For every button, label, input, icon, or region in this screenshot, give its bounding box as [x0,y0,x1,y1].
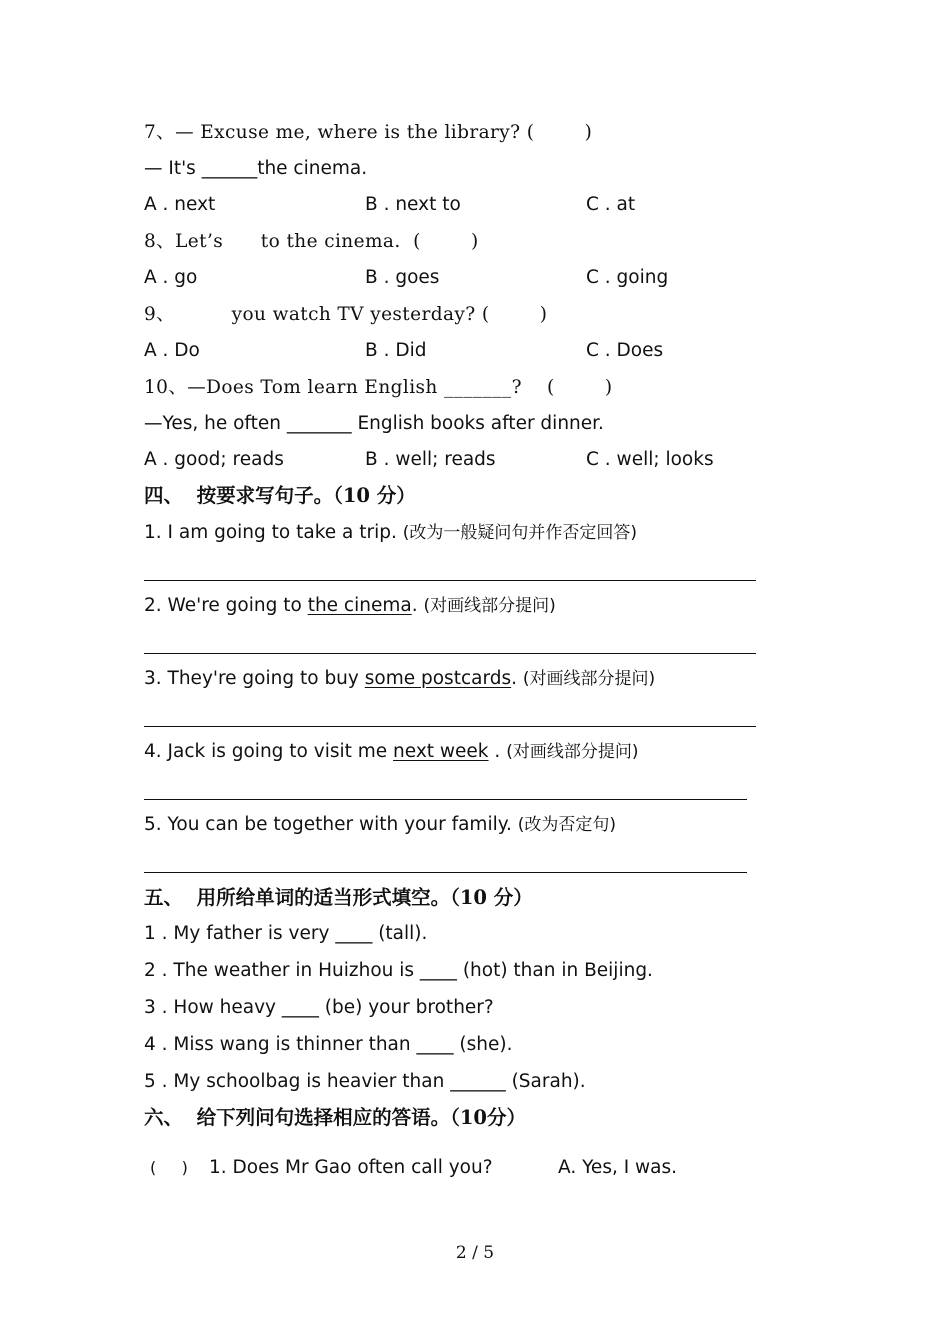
answer-line-3[interactable] [144,726,756,727]
q10-stem: 10、—Does Tom learn English _______? ( ) [144,377,613,398]
section5-heading: 五、 用所给单词的适当形式填空。（10 分） [144,886,533,909]
answer-line-1[interactable] [144,580,756,581]
section6-answer-a: A. Yes, I was. [558,1157,678,1178]
q10-reply: —Yes, he often _______ English books after dinner. [144,413,604,434]
q7-stem: 7、— Excuse me, where is the library? ( ) [144,122,593,143]
q10-option-b: B . well; reads [365,449,496,470]
q8-option-b: B . goes [365,267,440,288]
q9-option-a: A . Do [144,340,200,361]
answer-line-2[interactable] [144,653,756,654]
q7-option-b: B . next to [365,194,461,215]
section4-item-4: 4. Jack is going to visit me next week . (对画线部分提问) [144,741,639,762]
section6-answer-bracket[interactable]: ( ) [150,1158,188,1177]
section5-item-3: 3 . How heavy ____ (be) your brother? [144,997,494,1018]
q9-stem: 9、 you watch TV yesterday? ( ) [144,304,548,325]
q10-option-c: C . well; looks [586,449,714,470]
q7-option-c: C . at [586,194,636,215]
section5-item-2: 2 . The weather in Huizhou is ____ (hot) than in Beijing. [144,960,653,981]
section5-item-4: 4 . Miss wang is thinner than ____ (she). [144,1034,513,1055]
q7-reply: — It's ______the cinema. [144,158,368,179]
section6-heading: 六、 给下列问句选择相应的答语。（10分） [144,1106,526,1129]
section6-question-1: 1. Does Mr Gao often call you? [209,1157,493,1178]
q8-stem: 8、Let’s to the cinema. ( ) [144,231,479,252]
answer-line-4[interactable] [144,799,747,800]
q8-option-c: C . going [586,267,669,288]
section4-item-2: 2. We're going to the cinema. (对画线部分提问) [144,595,556,616]
q10-option-a: A . good; reads [144,449,284,470]
section5-item-1: 1 . My father is very ____ (tall). [144,923,428,944]
section4-item-5: 5. You can be together with your family. (改为否定句) [144,814,617,835]
section5-item-5: 5 . My schoolbag is heavier than ______ (Sarah). [144,1071,586,1092]
q7-option-a: A . next [144,194,216,215]
section4-heading: 四、 按要求写句子。（10 分） [144,484,416,507]
q9-option-b: B . Did [365,340,427,361]
section4-item-3: 3. They're going to buy some postcards. (对画线部分提问) [144,668,656,689]
q8-option-a: A . go [144,267,198,288]
answer-line-5[interactable] [144,872,747,873]
page-number: 2 / 5 [455,1243,495,1263]
q9-option-c: C . Does [586,340,664,361]
section4-item-1: 1. I am going to take a trip. (改为一般疑问句并作否定回答) [144,522,638,543]
